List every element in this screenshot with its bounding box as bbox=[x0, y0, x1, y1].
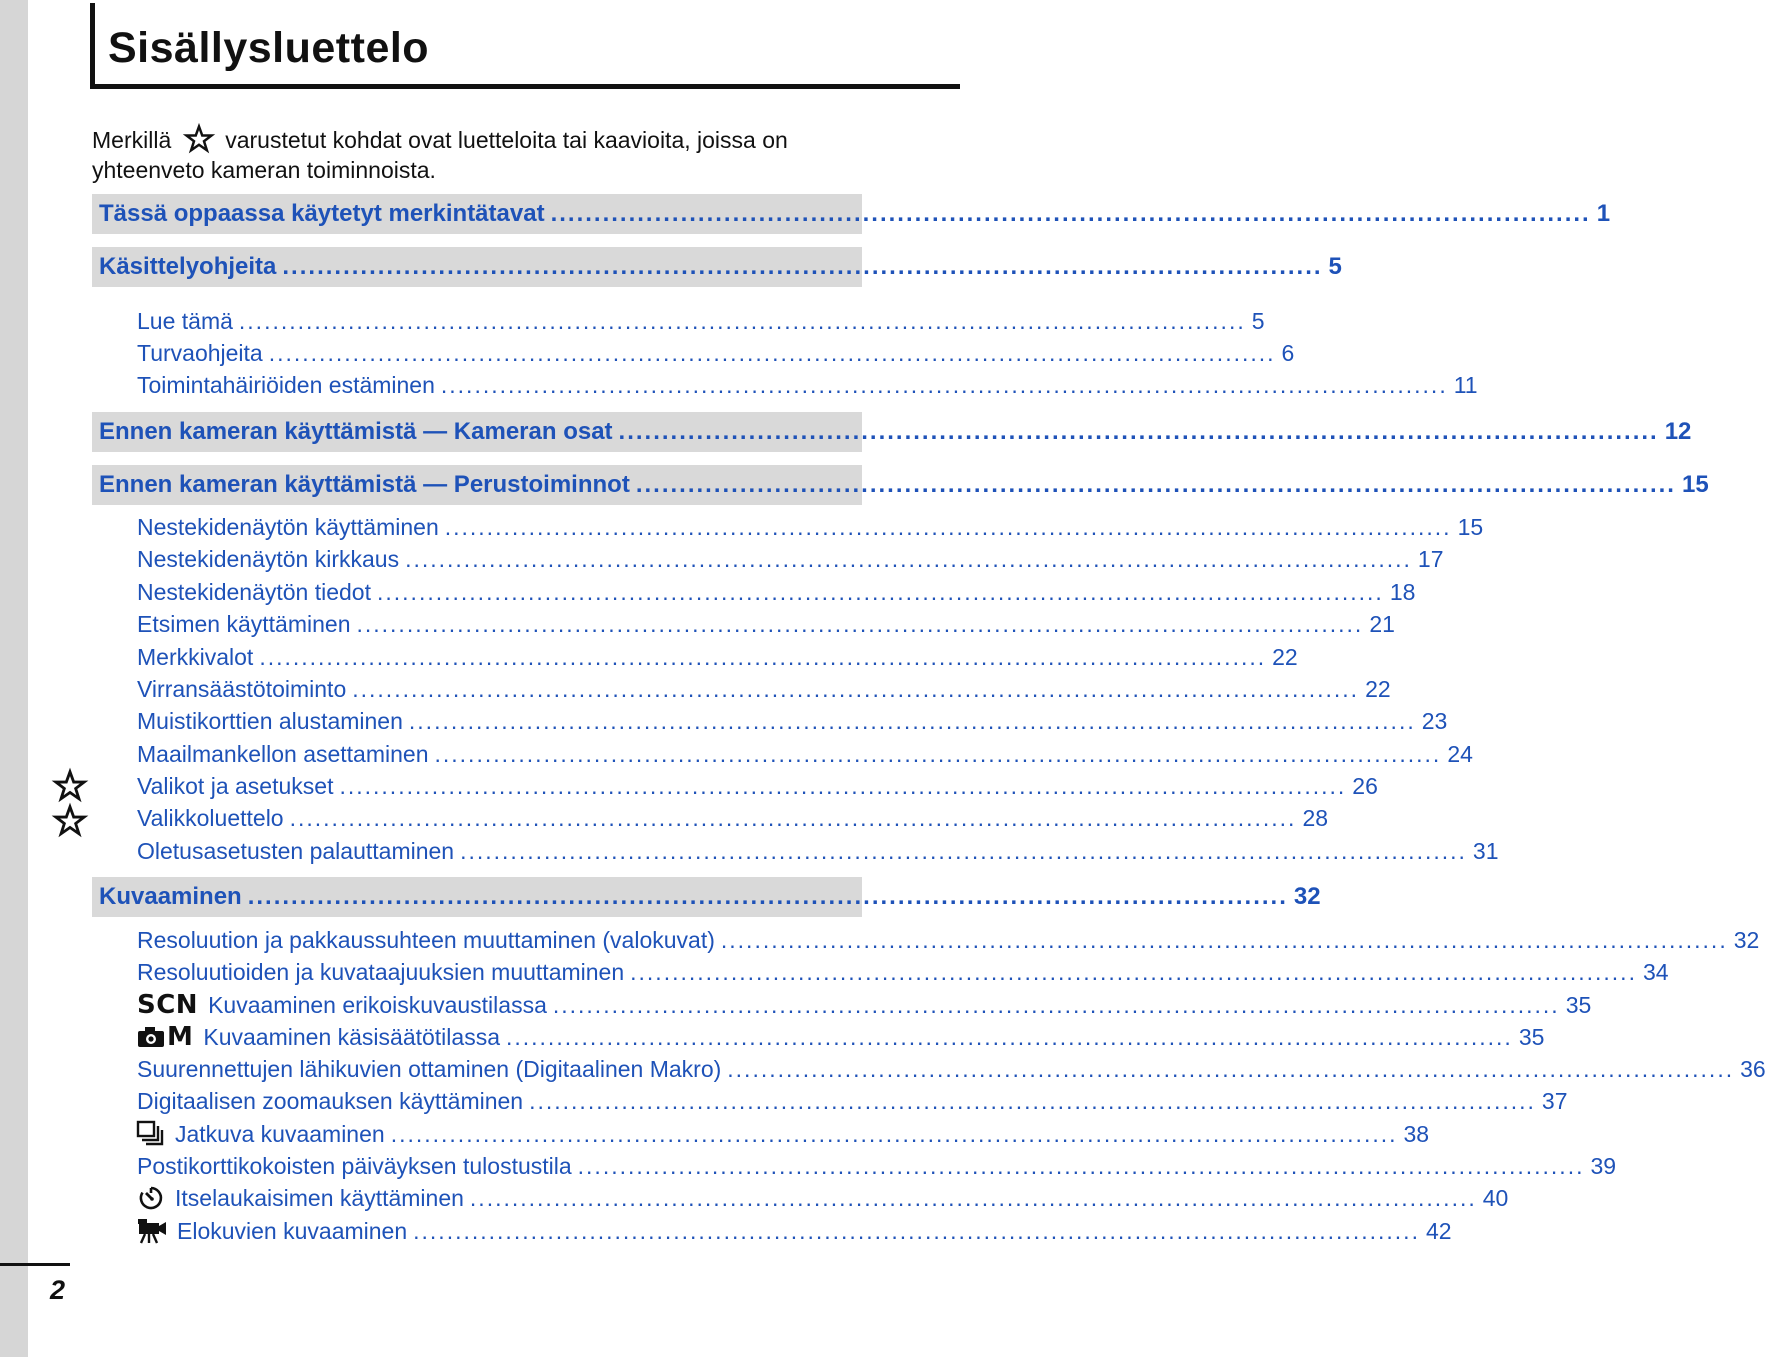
toc-item[interactable]: Nestekidenäytön käyttäminen ........................................................................................................................ 15 bbox=[137, 513, 1484, 540]
movie-icon bbox=[137, 1218, 167, 1244]
toc-item[interactable]: Oletusasetusten palauttaminen ........................................................................................................................ 31 bbox=[137, 837, 1499, 864]
toc-section-handling[interactable]: Käsittelyohjeita ........................................................................................................................ 5 bbox=[92, 247, 862, 287]
toc-item[interactable]: M Kuvaaminen käsisäätötilassa ........................................................................................................................ 35 bbox=[137, 1021, 860, 1053]
toc-item[interactable]: Postikorttikokoisten päiväyksen tulostustila ........................................................................................................................ 39 bbox=[137, 1152, 1617, 1179]
toc-item[interactable]: Valikot ja asetukset ........................................................................................................................ 26 bbox=[137, 772, 1378, 799]
toc-section-camera-parts[interactable]: Ennen kameran käyttämistä — Kameran osat ........................................................................................................................ 12 bbox=[92, 412, 862, 452]
star-outline-icon bbox=[52, 769, 88, 803]
toc-item[interactable]: Jatkuva kuvaaminen ........................................................................................................................ 38 bbox=[137, 1118, 860, 1150]
toc-item[interactable]: Turvaohjeita ........................................................................................................................ 6 bbox=[137, 339, 1295, 366]
toc-section-symbols[interactable]: Tässä oppaassa käytetyt merkintätavat ........................................................................................................................ 1 bbox=[92, 194, 862, 234]
toc-item[interactable]: Maailmankellon asettaminen ........................................................................................................................ 24 bbox=[137, 740, 1473, 767]
toc-item[interactable]: Itselaukaisimen käyttäminen ........................................................................................................................ 40 bbox=[137, 1182, 860, 1214]
toc-item[interactable]: Muistikorttien alustaminen ........................................................................................................................ 23 bbox=[137, 707, 1448, 734]
continuous-shooting-icon bbox=[137, 1121, 165, 1147]
page-number: 2 bbox=[50, 1275, 66, 1305]
toc-item[interactable]: SCN Kuvaaminen erikoiskuvaustilassa ........................................................................................................................ 35 bbox=[137, 990, 1592, 1020]
page-number-rule bbox=[0, 1263, 70, 1266]
toc-item[interactable]: Nestekidenäytön kirkkaus ........................................................................................................................ 17 bbox=[137, 545, 1444, 572]
star-outline-icon bbox=[181, 124, 217, 154]
manual-letter: M bbox=[167, 1022, 194, 1052]
camera-icon bbox=[137, 1026, 165, 1048]
toc-section-basic-operations[interactable]: Ennen kameran käyttämistä — Perustoiminnot ........................................................................................................................ 15 bbox=[92, 465, 862, 505]
toc-section-shooting[interactable]: Kuvaaminen ........................................................................................................................ 32 bbox=[92, 877, 862, 917]
toc-item[interactable]: Etsimen käyttäminen ........................................................................................................................ 21 bbox=[137, 610, 1395, 637]
toc-item[interactable]: Toimintahäiriöiden estäminen ........................................................................................................................ 11 bbox=[137, 371, 1478, 398]
scn-mode-icon: SCN bbox=[137, 990, 199, 1020]
toc-item[interactable]: Nestekidenäytön tiedot ........................................................................................................................ 18 bbox=[137, 578, 1416, 605]
intro-before-icon: Merkillä bbox=[92, 127, 172, 153]
toc-item[interactable]: Suurennettujen lähikuvien ottaminen (Digitaalinen Makro) ........................................................................................................................ 36 bbox=[137, 1055, 1766, 1082]
camera-manual-icon bbox=[137, 1022, 193, 1052]
intro-after-icon: varustetut kohdat ovat luetteloita tai kaavioita, joissa on yhteenveto kameran toiminnoista. bbox=[92, 127, 788, 183]
side-bar bbox=[0, 0, 28, 1357]
toc-item[interactable]: Virransäästötoiminto ........................................................................................................................ 22 bbox=[137, 675, 1391, 702]
star-outline-icon bbox=[52, 804, 88, 838]
toc-item[interactable]: Digitaalisen zoomauksen käyttäminen ........................................................................................................................ 37 bbox=[137, 1087, 1568, 1114]
toc-item[interactable]: Elokuvien kuvaaminen ........................................................................................................................ 42 bbox=[137, 1215, 860, 1247]
page-title: Sisällysluettelo bbox=[108, 24, 430, 72]
toc-item[interactable]: Merkkivalot ........................................................................................................................ 22 bbox=[137, 643, 1298, 670]
toc-item[interactable]: Resoluution ja pakkaussuhteen muuttaminen (valokuvat) ........................................................................................................................ 32 bbox=[137, 926, 1760, 953]
intro-text bbox=[92, 124, 852, 185]
self-timer-icon bbox=[137, 1184, 165, 1212]
toc-item[interactable]: Lue tämä ........................................................................................................................ 5 bbox=[137, 307, 1265, 334]
toc-item[interactable]: Valikkoluettelo ........................................................................................................................ 28 bbox=[137, 804, 1329, 831]
toc-item[interactable]: Resoluutioiden ja kuvataajuuksien muuttaminen ........................................................................................................................ 34 bbox=[137, 958, 1669, 985]
